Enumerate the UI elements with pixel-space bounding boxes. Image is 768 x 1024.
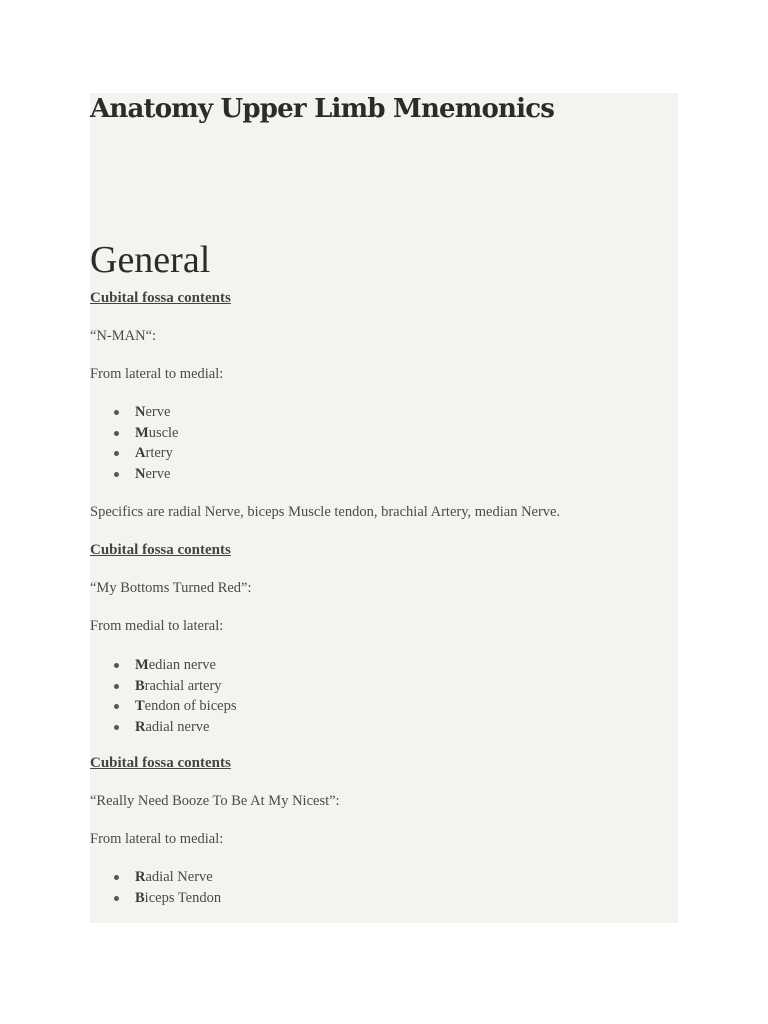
direction-text: From lateral to medial: bbox=[90, 366, 224, 382]
document-content bbox=[90, 90, 678, 908]
list-item-rest: adial nerve bbox=[145, 718, 210, 735]
list-item-rest: uscle bbox=[148, 424, 179, 441]
list-item bbox=[90, 696, 678, 717]
mnemonic-list bbox=[90, 402, 678, 484]
list-item-initial: M bbox=[135, 657, 149, 673]
mnemonic-block-2 bbox=[90, 541, 678, 737]
list-item-rest: erve bbox=[145, 465, 171, 482]
list-item-rest: rachial artery bbox=[144, 677, 222, 694]
mnemonic-block-1 bbox=[90, 289, 678, 521]
direction-text: From medial to lateral: bbox=[90, 618, 224, 634]
list-item bbox=[90, 655, 678, 676]
list-item-initial: N bbox=[135, 465, 146, 482]
list-item-initial: M bbox=[135, 424, 149, 441]
block-heading: Cubital fossa contents bbox=[90, 542, 231, 558]
specifics-note: Specifics are radial Nerve, biceps Muscle tendon, brachial Artery, median Nerve. bbox=[90, 504, 561, 520]
list-item bbox=[90, 402, 678, 423]
list-item-initial: R bbox=[135, 869, 146, 885]
list-item bbox=[90, 888, 678, 909]
list-item-rest: rtery bbox=[145, 445, 173, 461]
mnemonic-text: “My Bottoms Turned Red”: bbox=[90, 580, 252, 596]
list-item bbox=[90, 717, 678, 738]
block-heading: Cubital fossa contents bbox=[90, 290, 231, 306]
list-item bbox=[90, 423, 678, 444]
list-item-rest: erve bbox=[145, 404, 171, 420]
section-title-general: General bbox=[90, 239, 211, 281]
mnemonic-text: “N-MAN“: bbox=[90, 328, 157, 344]
list-item-initial: B bbox=[135, 889, 145, 906]
document-title: Anatomy Upper Limb Mnemonics bbox=[90, 94, 555, 124]
list-item-initial: T bbox=[135, 698, 145, 714]
list-item-rest: iceps Tendon bbox=[144, 889, 222, 906]
list-item bbox=[90, 867, 678, 888]
mnemonic-block-3 bbox=[90, 754, 678, 908]
list-item bbox=[90, 676, 678, 697]
list-item-initial: R bbox=[135, 718, 146, 735]
list-item-initial: B bbox=[135, 677, 145, 694]
mnemonic-list bbox=[90, 867, 678, 908]
list-item bbox=[90, 464, 678, 485]
list-item bbox=[90, 443, 678, 464]
mnemonic-text: “Really Need Booze To Be At My Nicest”: bbox=[90, 793, 340, 809]
mnemonic-list bbox=[90, 655, 678, 737]
list-item-rest: adial Nerve bbox=[145, 869, 213, 885]
list-item-rest: edian nerve bbox=[148, 657, 216, 673]
list-item-initial: N bbox=[135, 404, 146, 420]
direction-text: From lateral to medial: bbox=[90, 831, 224, 847]
block-heading: Cubital fossa contents bbox=[90, 755, 231, 771]
list-item-rest: endon of biceps bbox=[144, 698, 237, 714]
list-item-initial: A bbox=[135, 445, 146, 461]
